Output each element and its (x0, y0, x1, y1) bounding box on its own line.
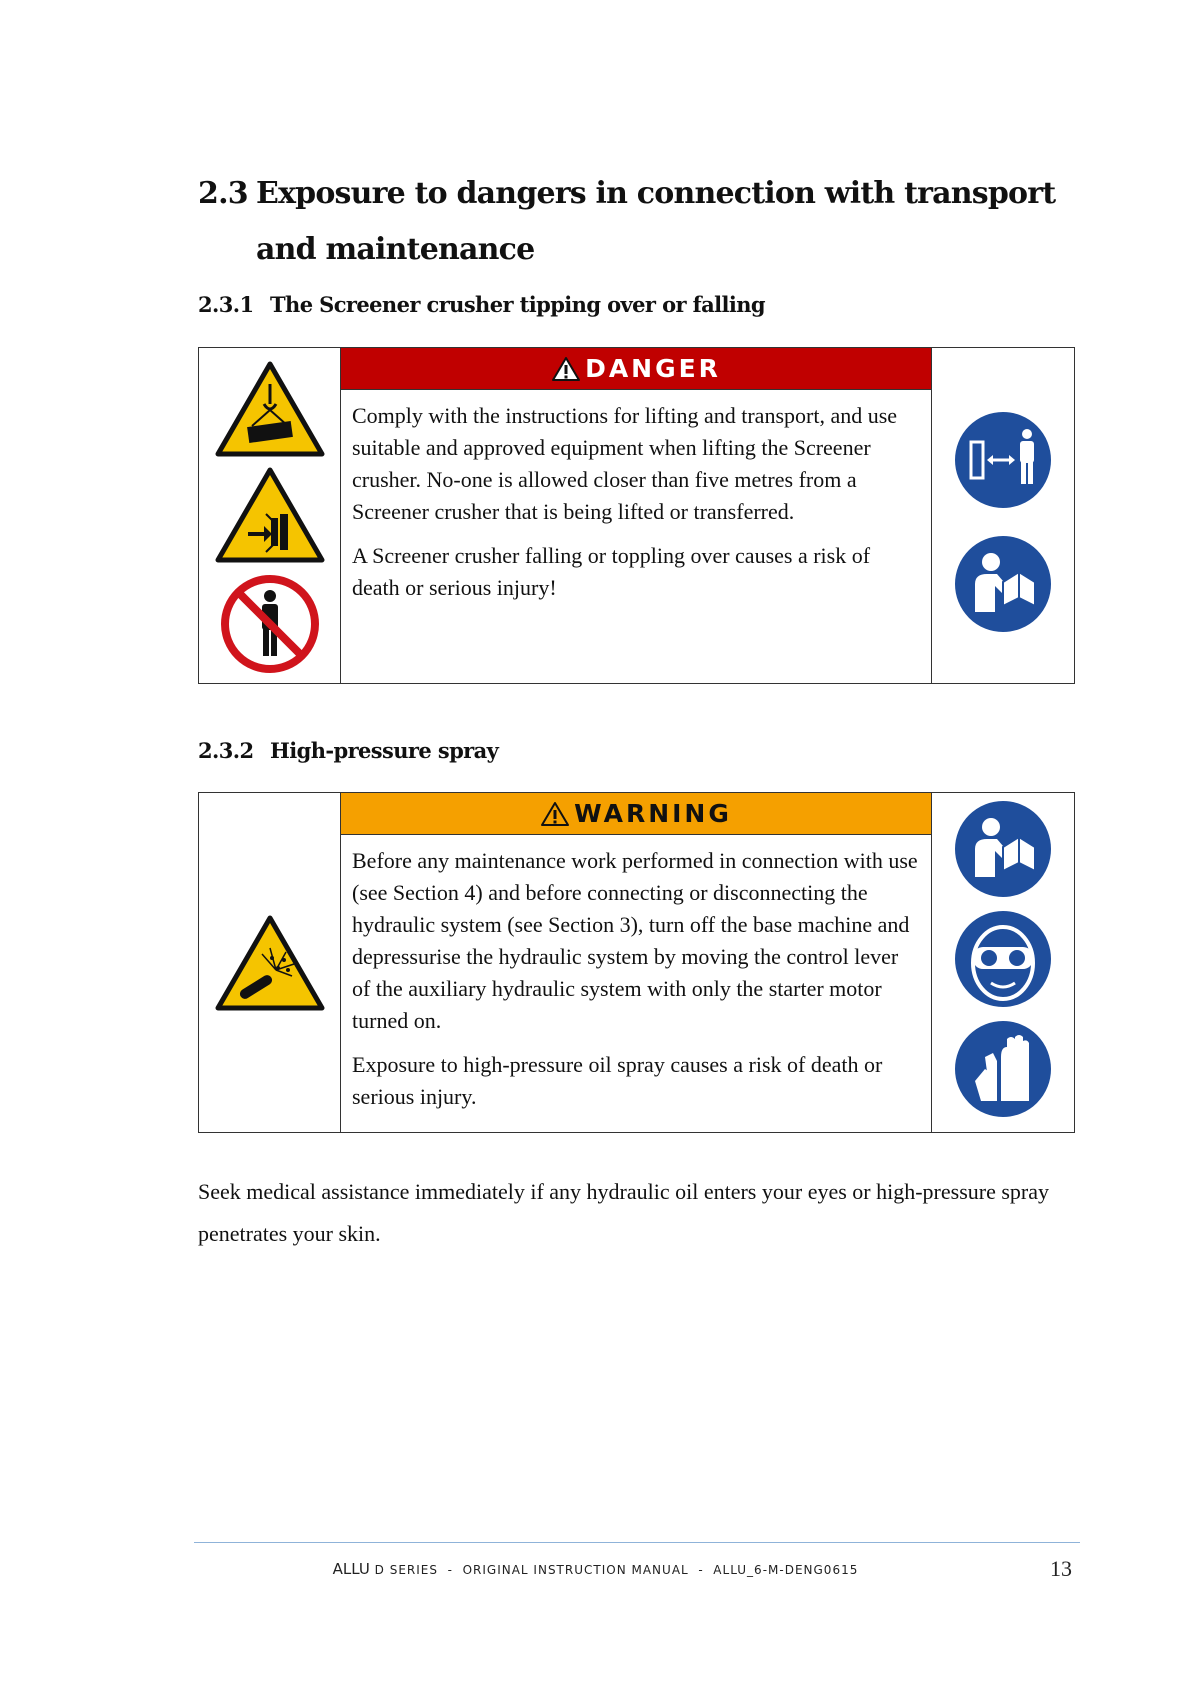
danger-text (341, 390, 931, 604)
high-pressure-spray-warning-icon (214, 914, 326, 1012)
danger-paragraph-2: A Screener crusher falling or toppling over causes a risk of death or serious injury! (352, 543, 871, 600)
danger-paragraph-1: Comply with the instructions for lifting and transport, and use suitable and approved equipment when lifting the Screener crusher. No-one is allowed closer than five metres from a Screener crusher that is being lifted or transferred. (352, 403, 898, 524)
read-manual-mandatory-icon (951, 797, 1055, 901)
warning-triangle-icon (540, 801, 570, 827)
danger-box (198, 347, 1075, 684)
page-number: 13 (1050, 1556, 1072, 1581)
warning-banner (341, 793, 931, 835)
read-manual-mandatory-icon (951, 532, 1055, 636)
hazard-icons-column (199, 793, 341, 1133)
subsection-title: High-pressure spray (270, 738, 499, 763)
closing-paragraph: Seek medical assistance immediately if any hydraulic oil enters your eyes or high-pressure spray penetrates your skin. (198, 1179, 1050, 1246)
footer-brand: ALLU (332, 1560, 370, 1578)
keep-distance-mandatory-icon (951, 408, 1055, 512)
no-persons-prohibition-icon (218, 572, 322, 676)
warning-triangle-icon (551, 356, 581, 382)
hazard-icons-column (199, 348, 341, 684)
danger-banner (341, 348, 931, 390)
warning-box (198, 792, 1075, 1133)
subsection-heading-2-3-2 (198, 738, 498, 763)
subsection-title: The Screener crusher tipping over or falling (270, 292, 765, 317)
subsection-number: 2.3.2 (198, 738, 254, 763)
subsection-number: 2.3.1 (198, 292, 254, 317)
mandatory-icons-column (932, 793, 1075, 1133)
warning-text (341, 835, 931, 1113)
footer-divider (194, 1542, 1080, 1543)
subsection-heading-2-3-1 (198, 292, 765, 317)
signal-word: DANGER (585, 354, 721, 383)
section-heading (198, 166, 1058, 278)
suspended-load-warning-icon (214, 360, 326, 458)
danger-content (341, 348, 932, 684)
eye-protection-mandatory-icon (951, 907, 1055, 1011)
warning-paragraph-1: Before any maintenance work performed in connection with use (see Section 4) and before connecting or disconnecting the hydraulic system (see Section 3), turn off the base machine and depressurise the hydraulic system by moving the control lever of the auxiliary hydraulic system with only the starter motor turned on. (352, 848, 918, 1033)
mandatory-icons-column (932, 348, 1075, 684)
section-title: Exposure to dangers in connection with transport and maintenance (256, 176, 1056, 267)
footer-text: D SERIES - ORIGINAL INSTRUCTION MANUAL - ALLU_6-M-DENG0615 (369, 1563, 859, 1577)
crush-hazard-warning-icon (214, 466, 326, 564)
section-number: 2.3 (198, 176, 248, 211)
footer (0, 1560, 1191, 1578)
signal-word: WARNING (574, 799, 732, 828)
warning-content (341, 793, 932, 1133)
warning-paragraph-2: Exposure to high-pressure oil spray causes a risk of death or serious injury. (352, 1052, 883, 1109)
gloves-mandatory-icon (951, 1017, 1055, 1121)
